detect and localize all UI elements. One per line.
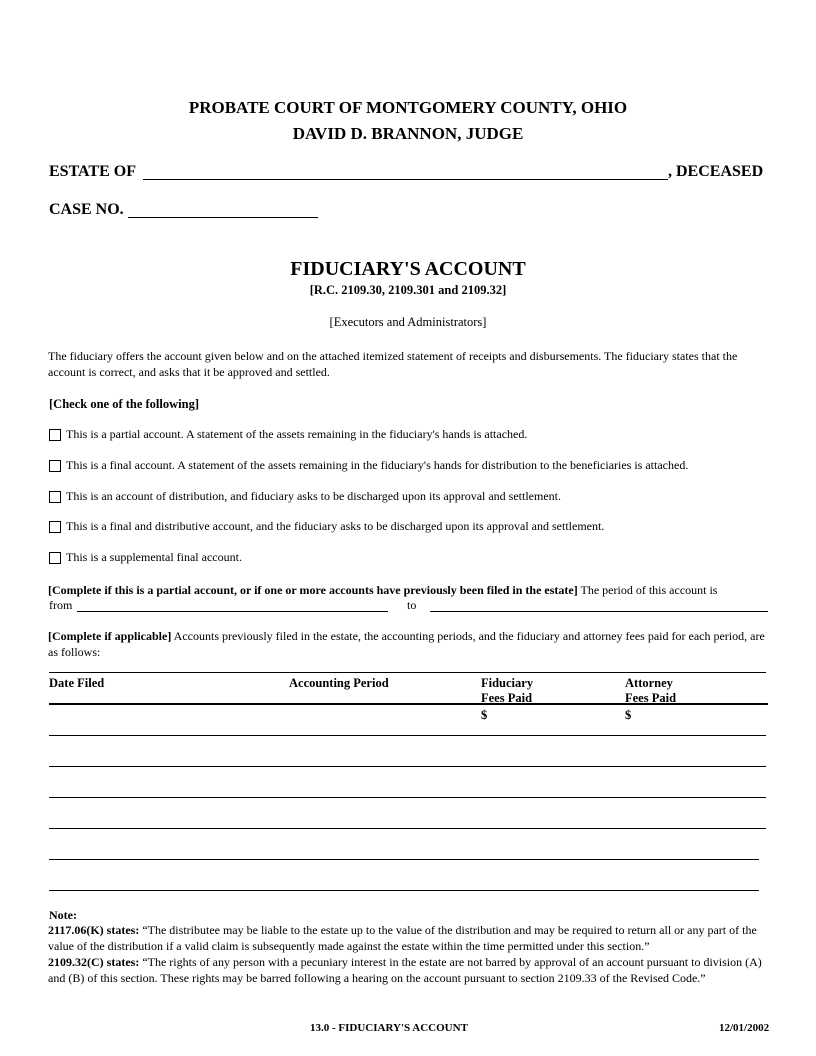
option-supplemental-final-account[interactable] — [49, 550, 242, 565]
form-title: FIDUCIARY'S ACCOUNT — [290, 258, 526, 280]
table-top-rule — [49, 672, 766, 673]
option-final-distributive-account[interactable] — [49, 519, 604, 534]
option-partial-account[interactable] — [49, 427, 527, 442]
col-header-accounting-period: Accounting Period — [289, 676, 389, 690]
table-row[interactable] — [49, 828, 766, 829]
col-header-fiduciary-line2: Fees Paid — [481, 691, 533, 705]
option-label: This is a final and distributive account, and the fiduciary asks to be discharged upon its approval and settlement. — [66, 519, 605, 533]
checkbox[interactable] — [49, 460, 61, 472]
judge-name: DAVID D. BRANNON, JUDGE — [292, 124, 524, 143]
table-row[interactable] — [49, 766, 766, 767]
checkbox[interactable] — [49, 521, 61, 533]
previous-instruction: [Complete if applicable] — [48, 629, 172, 643]
period-to-field[interactable] — [430, 611, 768, 612]
intro-paragraph: The fiduciary offers the account given below and on the attached itemized statement of receipts and disbursements. The fiduciary states that the account is correct, and asks that it be approved and settled. — [48, 349, 738, 379]
check-heading: [Check one of the following] — [49, 397, 199, 411]
option-distribution-account[interactable] — [49, 489, 561, 504]
previous-accounts-paragraph — [48, 628, 768, 660]
footer-form-id: 13.0 - FIDUCIARY'S ACCOUNT — [310, 1022, 468, 1034]
table-header-rule — [49, 703, 768, 705]
col-header-attorney-line1: Attorney — [625, 676, 673, 690]
note-ref-2117-06: 2117.06(K) states: — [48, 923, 140, 937]
option-label: This is a final account. A statement of the assets remaining in the fiduciary's hands for distribution to the beneficiaries is attached. — [66, 458, 689, 472]
case-label: CASE NO. — [49, 201, 124, 218]
checkbox[interactable] — [49, 552, 61, 564]
estate-label: ESTATE OF — [49, 163, 136, 180]
col-header-attorney-fees — [625, 676, 676, 706]
estate-name-field[interactable] — [143, 179, 668, 180]
checkbox[interactable] — [49, 491, 61, 503]
form-statute: [R.C. 2109.30, 2109.301 and 2109.32] — [309, 283, 507, 297]
note-2109-32 — [48, 954, 768, 986]
note-heading: Note: — [49, 908, 77, 922]
col-header-fiduciary-fees — [481, 676, 533, 706]
period-paragraph — [48, 582, 768, 598]
col-header-attorney-line2: Fees Paid — [625, 691, 677, 705]
case-number-field[interactable] — [128, 217, 318, 218]
col-header-fiduciary-line1: Fiduciary — [481, 676, 534, 690]
option-label: This is an account of distribution, and fiduciary asks to be discharged upon its approval and settlement. — [66, 489, 561, 503]
option-final-account[interactable] — [49, 458, 688, 473]
period-text: The period of this account is — [577, 583, 718, 597]
col-header-date-filed: Date Filed — [49, 676, 105, 690]
note-text-2117-06: “The distributee may be liable to the estate up to the value of the distribution and may be required to return all or any part of the value of the distribution if a valid claim is subsequently made against the estate within the time permitted under this section.” — [48, 923, 757, 953]
table-row[interactable] — [49, 735, 766, 736]
from-label: from — [49, 598, 73, 612]
checkbox[interactable] — [49, 429, 61, 441]
court-title: PROBATE COURT OF MONTGOMERY COUNTY, OHIO — [188, 98, 628, 117]
option-label: This is a partial account. A statement of the assets remaining in the fiduciary's hands is attached. — [66, 427, 528, 441]
table-row[interactable] — [49, 859, 759, 860]
note-text-2109-32: “The rights of any person with a pecuniary interest in the estate are not barred by approval of an account pursuant to division (A) and (B) of this section. These rights may be barred following a hearing on the account pursuant to section 2109.33 of the Revised Code.” — [48, 955, 762, 985]
option-label: This is a supplemental final account. — [66, 550, 242, 564]
table-row[interactable] — [49, 797, 766, 798]
table-row[interactable] — [49, 890, 759, 891]
deceased-label: , DECEASED — [668, 163, 764, 180]
period-instruction: [Complete if this is a partial account, or if one or more accounts have previously been filed in the estate] — [48, 583, 578, 597]
period-from-field[interactable] — [77, 611, 388, 612]
to-label: to — [407, 598, 417, 612]
footer-date: 12/01/2002 — [719, 1022, 770, 1034]
note-2117-06 — [48, 922, 768, 954]
fiduciary-currency: $ — [481, 708, 488, 722]
attorney-currency: $ — [625, 708, 632, 722]
previous-text: Accounts previously filed in the estate, the accounting periods, and the fiduciary and attorney fees paid for each period, are as follows: — [48, 629, 765, 659]
note-ref-2109-32: 2109.32(C) states: — [48, 955, 140, 969]
form-subtitle: [Executors and Administrators] — [329, 315, 487, 329]
